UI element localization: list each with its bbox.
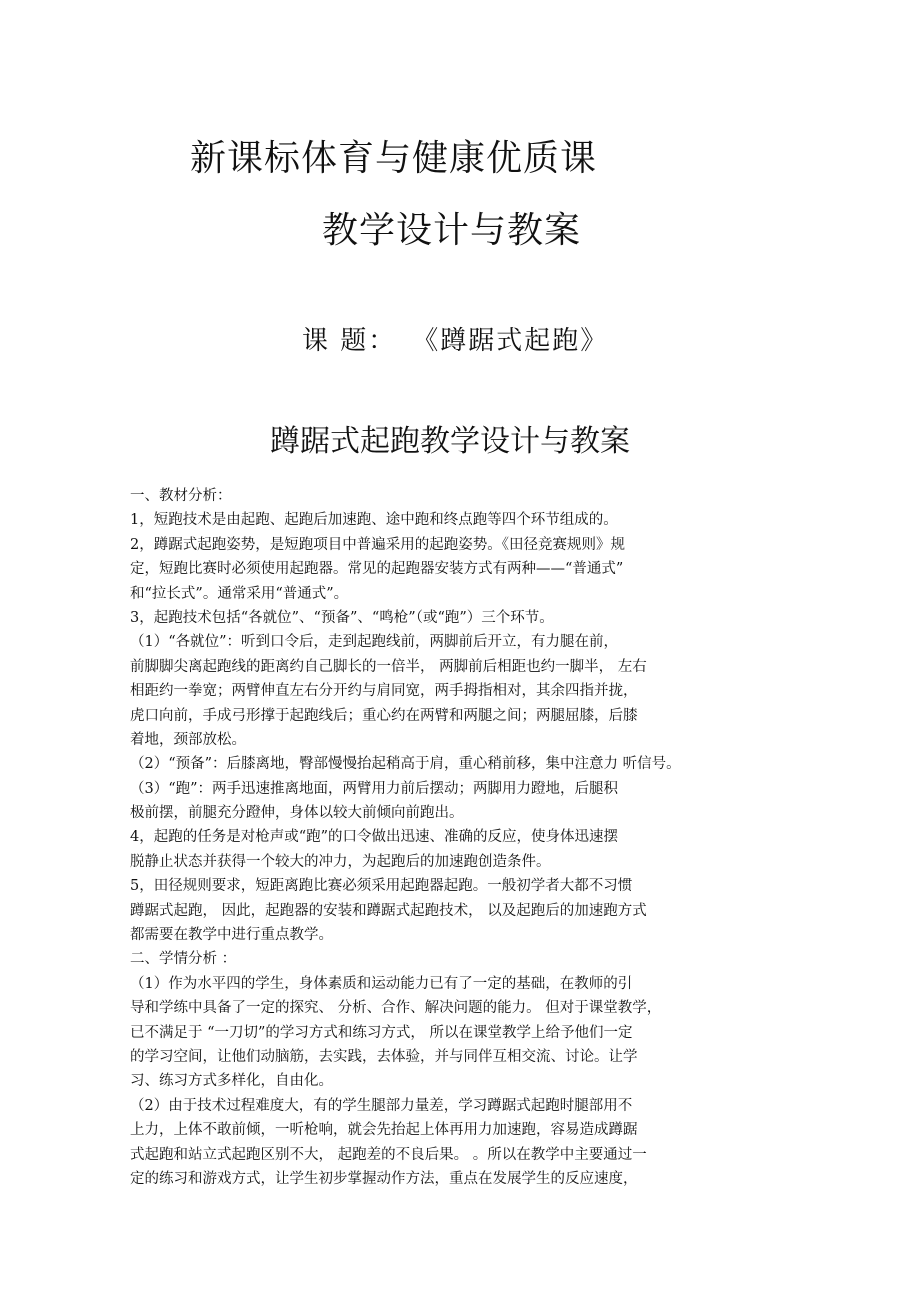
text-line: 脱静止状态并获得一个较大的冲力，为起跑后的加速跑创造条件。 xyxy=(130,853,551,870)
body-text xyxy=(130,484,780,1191)
text-line: 二、学情分析 ： xyxy=(130,951,237,968)
cover-title-line-1: 新课标体育与健康优质课 xyxy=(190,138,598,179)
text-line: （1）作为水平四的学生，身体素质和运动能力已有了一定的基础，在教师的引 xyxy=(130,975,633,992)
text-line: 4，起跑的任务是对枪声或“跑”的口令做出迅速、准确的反应，使身体迅速摆 xyxy=(130,829,619,846)
text-line: 定的练习和游戏方式，让学生初步掌握动作方法，重点在发展学生的反应速度， xyxy=(130,1170,638,1187)
topic-value: 《蹲踞式起跑》 xyxy=(412,326,609,356)
text-line: 3，起跑技术包括“各就位”、“预备”、“鸣枪”（或“跑”）三个环节。 xyxy=(130,609,554,626)
text-line: 一、教材分析： xyxy=(130,488,232,504)
document-heading: 蹲踞式起跑教学设计与教案 xyxy=(270,424,630,459)
text-line: 上力，上体不敢前倾，一听枪响，就会先抬起上体再用力加速跑，容易造成蹲踞 xyxy=(130,1122,638,1139)
text-line: （3）“跑”：两手迅速推离地面，两臂用力前后摆动；两脚用力蹬地，后腿积 xyxy=(130,780,619,797)
text-line: 导和学练中具备了一定的探究、 分析、合作、解决问题的能力。 但对于课堂教学， xyxy=(130,1000,662,1017)
text-line: 相距约一拳宽；两臂伸直左右分开约与肩同宽，两手拇指相对，其余四指并拢， xyxy=(130,683,638,700)
text-line: 已不满足于 “一刀切”的学习方式和练习方式， 所以在课堂教学上给予他们一定 xyxy=(130,1024,633,1041)
text-line: 5，田径规则要求，短距离跑比赛必须采用起跑器起跑。一般初学者大都不习惯 xyxy=(130,878,633,895)
text-line: （2）由于技术过程难度大，有的学生腿部力量差，学习蹲踞式起跑时腿部用不 xyxy=(130,1097,633,1114)
text-line: 式起跑和站立式起跑区别不大， 起跑差的不良后果。 。所以在教学中主要通过一 xyxy=(130,1146,647,1163)
text-line: 2，蹲踞式起跑姿势，是短跑项目中普遍采用的起跑姿势。《田径竞赛规则》规 xyxy=(130,536,625,553)
cover-title-line-2: 教学设计与教案 xyxy=(322,210,582,251)
text-line: 极前摆，前腿充分蹬伸，身体以较大前倾向前跑出。 xyxy=(130,805,464,822)
text-line: 1，短跑技术是由起跑、起跑后加速跑、途中跑和终点跑等四个环节组成的。 xyxy=(130,512,618,529)
text-line: 前脚脚尖离起跑线的距离约自己脚长的一倍半， 两脚前后相距也约一脚半， 左右 xyxy=(130,658,647,675)
topic-label: 课 题： xyxy=(302,326,397,356)
text-line: （1）“各就位”：听到口令后，走到起跑线前，两脚前后开立，有力腿在前， xyxy=(130,634,619,651)
topic-line xyxy=(302,320,608,357)
text-line: 的学习空间，让他们动脑筋，去实践，去体验，并与同伴互相交流、讨论。让学 xyxy=(130,1048,638,1065)
text-line: 都需要在教学中进行重点教学。 xyxy=(130,927,333,944)
text-line: 蹲踞式起跑， 因此，起跑器的安装和蹲踞式起跑技术， 以及起跑后的加速跑方式 xyxy=(130,902,647,919)
text-line: 定，短跑比赛时必须使用起跑器。常见的起跑器安装方式有两种——“普通式” xyxy=(130,561,624,578)
text-line: 习、练习方式多样化，自由化。 xyxy=(130,1073,333,1090)
text-line: 着地，颈部放松。 xyxy=(130,731,246,748)
text-line: 和“拉长式”。通常采用“普通式”。 xyxy=(130,585,349,602)
text-line: 虎口向前，手成弓形撑于起跑线后；重心约在两臂和两腿之间；两腿屈膝，后膝 xyxy=(130,707,638,724)
text-line: （2）“预备”：后膝离地，臀部慢慢抬起稍高于肩，重心稍前移，集中注意力 听信号。 xyxy=(130,756,681,773)
